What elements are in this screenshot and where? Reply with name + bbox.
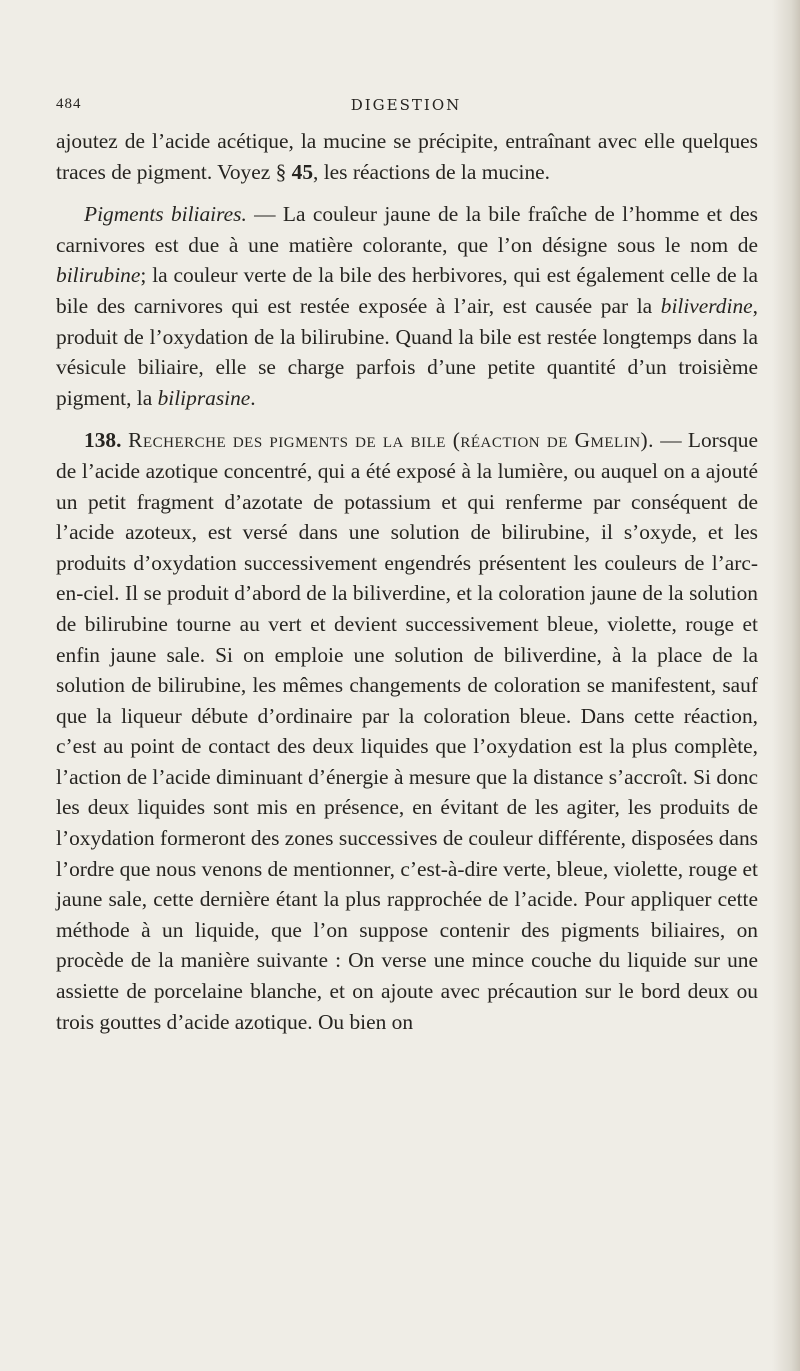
page-edge-shadow bbox=[772, 0, 800, 1371]
term-bilirubine: bilirubine bbox=[56, 263, 141, 288]
section-heading: Recherche des pigments de la bile (réaction de Gmelin). bbox=[121, 428, 655, 453]
section-reference: 45 bbox=[291, 159, 314, 184]
paragraph-1-text-2: , les réactions de la mucine. bbox=[313, 159, 551, 184]
paragraph-section-138 bbox=[56, 425, 758, 1037]
paragraph-continuation bbox=[56, 126, 758, 187]
paragraph-2-text-4: . bbox=[250, 385, 256, 410]
page-number: 484 bbox=[56, 96, 82, 112]
running-title: DIGESTION bbox=[350, 96, 462, 114]
paragraph-pigments-biliaires bbox=[56, 199, 758, 413]
paragraph-2-text-2: ; la couleur verte de la bile des herbivores, qui est également celle de la bile des carnivores qui est restée exposée à l’air, est causée par la bbox=[56, 263, 758, 318]
paragraph-1-text-1: ajoutez de l’acide acétique, la mucine se précipite, entraînant avec elle quelques traces de pigment. Voyez § bbox=[56, 129, 758, 184]
paragraph-2-text-3: , produit de l’oxydation de la bilirubine. Quand la bile est restée longtemps dans la vésicule biliaire, elle se charge parfois d’une petite quantité d’un troisième pigment, la bbox=[56, 293, 758, 410]
paragraph-2-text-1: — La couleur jaune de la bile fraîche de l’homme et des carnivores est due à une matière colorante, que l’on désigne sous le nom de bbox=[56, 202, 758, 257]
term-biliprasine: biliprasine bbox=[157, 385, 251, 410]
section-number: 138. bbox=[84, 428, 122, 453]
paragraph-title-pigments: Pigments biliaires. bbox=[84, 202, 247, 227]
term-biliverdine: biliverdine bbox=[660, 293, 753, 318]
running-head bbox=[56, 96, 756, 120]
paragraph-3-text: — Lorsque de l’acide azotique concentré, qui a été exposé à la lumière, ou auquel on a ajouté un petit fragment d’azotate de potassium et qui renferme par conséquent de l’acide azoteux, est versé dans une solution de bilirubine, il s’oxyde, et les produits d’oxydation successivement engendrés présentent les couleurs de l’arc-en-ciel. Il se produit d’abord de la biliverdine, et la coloration jaune de la solution de bilirubine tourne au vert et devient successivement bleue, violette, rouge et enfin jaune sale. Si on emploie une solution de biliverdine, à la place de la solution de bilirubine, les mêmes changements de coloration se manifestent, sauf que la liqueur débute d’ordinaire par la coloration bleue. Dans cette réaction, c’est au point de contact des deux liquides que l’oxydation est la plus complète, l’action de l’acide diminuant d’énergie à mesure que la distance s’accroît. Si donc les deux liquides sont mis en présence, en évitant de les agiter, les produits de l’oxydation formeront des zones successives de couleur différente, disposées dans l’ordre que nous venons de mentionner, c’est-à-dire verte, bleue, violette, rouge et jaune sale, cette dernière étant la plus rapprochée de l’acide. Pour appliquer cette méthode à un liquide, que l’on suppose contenir des pigments biliaires, on procède de la manière suivante : On verse une mince couche du liquide sur une assiette de porcelaine blanche, et on ajoute avec précaution sur le bord deux ou trois gouttes d’acide azotique. Ou bien on bbox=[56, 428, 758, 1034]
body-text bbox=[56, 126, 758, 1037]
